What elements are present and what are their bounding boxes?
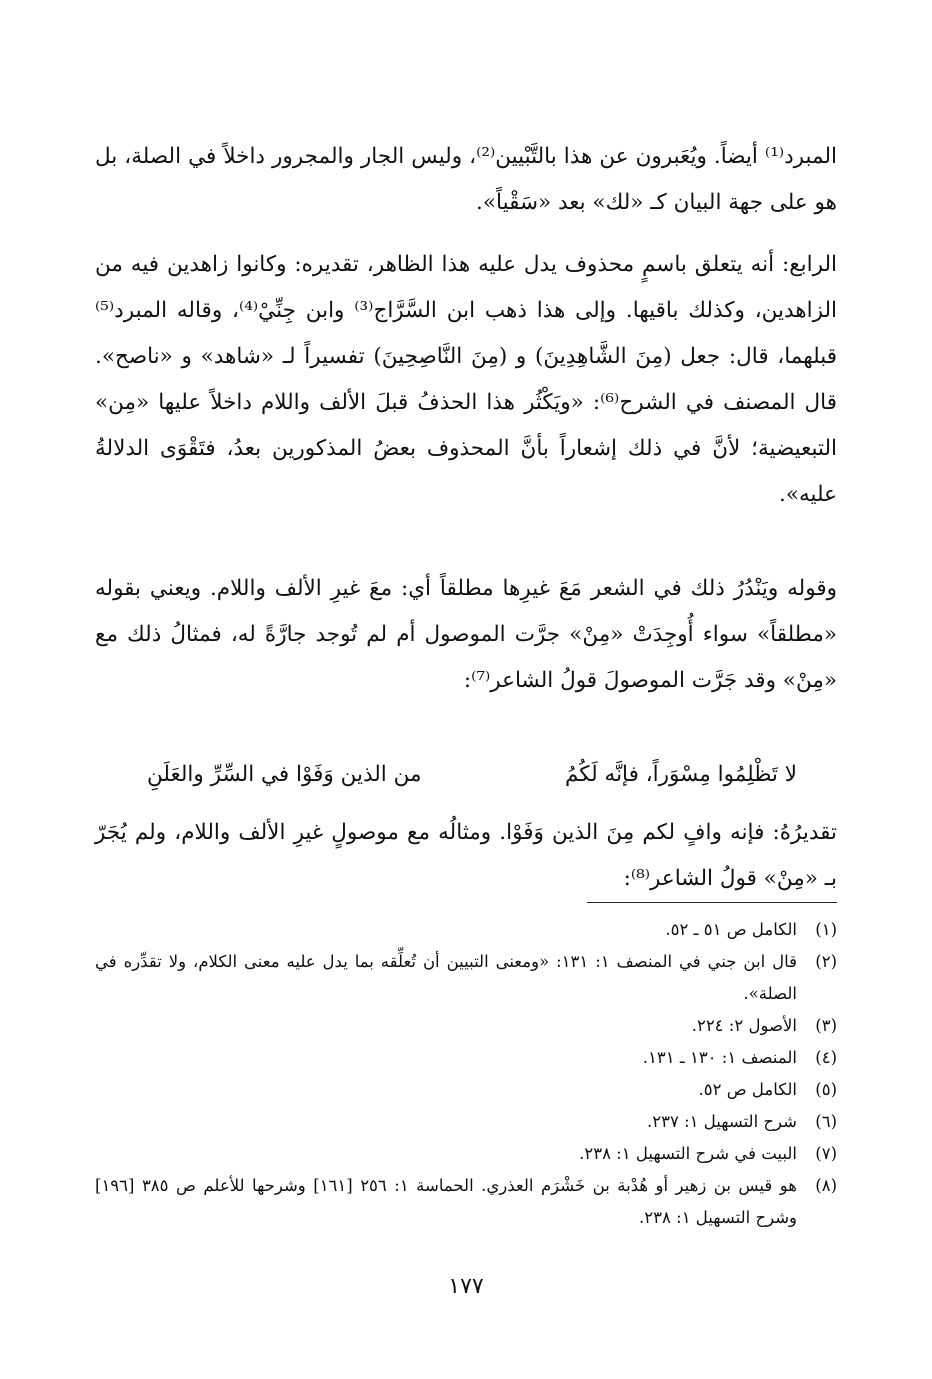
footnote-number: (٦) [815,1112,837,1131]
footnote-text: البيت في شرح التسهيل ١: ٢٣٨. [579,1144,797,1163]
footnote-1 [95,914,837,946]
footnote-text: الكامل ص ٥٢. [698,1080,797,1099]
footnote-number: (٧) [815,1144,837,1163]
footnote-number: (٨) [815,1176,837,1195]
footnote-number: (١) [815,920,837,939]
paragraph-4: تقديرُهُ: فإنه وافٍ لكم مِنَ الذين وَفَوْا. ومثالُه مع موصولٍ غيرِ الألف واللام، ولم يُجَرّ بـ «مِنْ» قولُ الشاعر⁽⁸⁾: [95,820,837,891]
footnote-text: شرح التسهيل ١: ٢٣٧. [647,1112,797,1131]
footnote-8 [95,1170,837,1234]
paragraph-2: الرابع: أنه يتعلق باسمٍ محذوف يدل عليه هذا الظاهر، تقديره: وكانوا زاهدين فيه من الزاهدين، وكذلك باقيها. وإلى هذا ذهب ابن السَّرَّاج⁽³⁾ وابن جِنِّيْ⁽⁴⁾، وقاله المبرد⁽⁵⁾ قبلهما، قال: جعل (مِنَ الشَّاهِدِينَ) و (مِنَ النَّاصِحِينَ) تفسيراً لـ «شاهد» و «ناصح». قال المصنف في الشرح⁽⁶⁾: «ويَكْثُر هذا الحذفُ قبلَ الألف واللام داخلاً عليها «مِن» التبعيضية؛ لأنَّ في ذلك إشعاراً بأنَّ المحذوف بعضُ المذكورين بعدُ، فتَقْوَى الدلالةُ عليه». [95,252,837,507]
poetry-verse [147,755,797,795]
footnotes-section [95,914,837,1234]
footnote-text: المنصف ١: ١٣٠ ـ ١٣١. [642,1048,797,1067]
footnote-5 [95,1074,837,1106]
footnote-6 [95,1106,837,1138]
footnote-number: (٢) [815,952,837,971]
verse-second-hemistich: من الذين وَفَوْا في السِّرِّ والعَلَنِ [147,762,422,787]
footnote-text: قال ابن جني في المنصف ١: ١٣١: «ومعنى التبيين أن تُعلِّقه بما يدل عليه معنى الكلام، ولا تقدِّره في الصلة». [95,952,797,1003]
footnote-text: الكامل ص ٥١ ـ ٥٢. [665,920,797,939]
verse-first-hemistich: لا تَظْلِمُوا مِسْوَراً، فإنَّه لَكُمُ [564,762,797,787]
footnote-number: (٤) [815,1048,837,1067]
page-number: ١٧٧ [448,1274,484,1299]
paragraph-1: المبرد⁽¹⁾ أيضاً. ويُعَبرون عن هذا بالتَّبْيين⁽²⁾، وليس الجار والمجرور داخلاً في الصلة، بل هو على جهة البيان كـ «لك» بعد «سَقْياً». [95,144,837,215]
footnote-number: (٣) [815,1016,837,1035]
footnote-text: هو قيس بن زهير أو هُدْبة بن خَشْرَم العذري. الحماسة ١: ٢٥٦ [١٦١] وشرحها للأعلم ص ٣٨٥ [١٩٦] وشرح التسهيل ١: ٢٣٨. [95,1176,797,1227]
footnote-2 [95,946,837,1010]
footnote-3 [95,1010,837,1042]
footnote-divider [587,902,837,903]
footnote-number: (٥) [815,1080,837,1099]
paragraph-3: وقوله ويَنْدُرُ ذلك في الشعر مَعَ غيرِها مطلقاً أي: معَ غيرِ الألف واللام. ويعني بقوله «مطلقاً» سواء أُوجِدَتْ «مِنْ» جرَّت الموصول أم لم تُوجد جارَّةً له، فمثالُ ذلك مع «مِنْ» وقد جَرَّت الموصولَ قولُ الشاعر⁽⁷⁾: [95,576,837,693]
footnote-4 [95,1042,837,1074]
footnote-text: الأصول ٢: ٢٢٤. [691,1016,797,1035]
footnote-7 [95,1138,837,1170]
